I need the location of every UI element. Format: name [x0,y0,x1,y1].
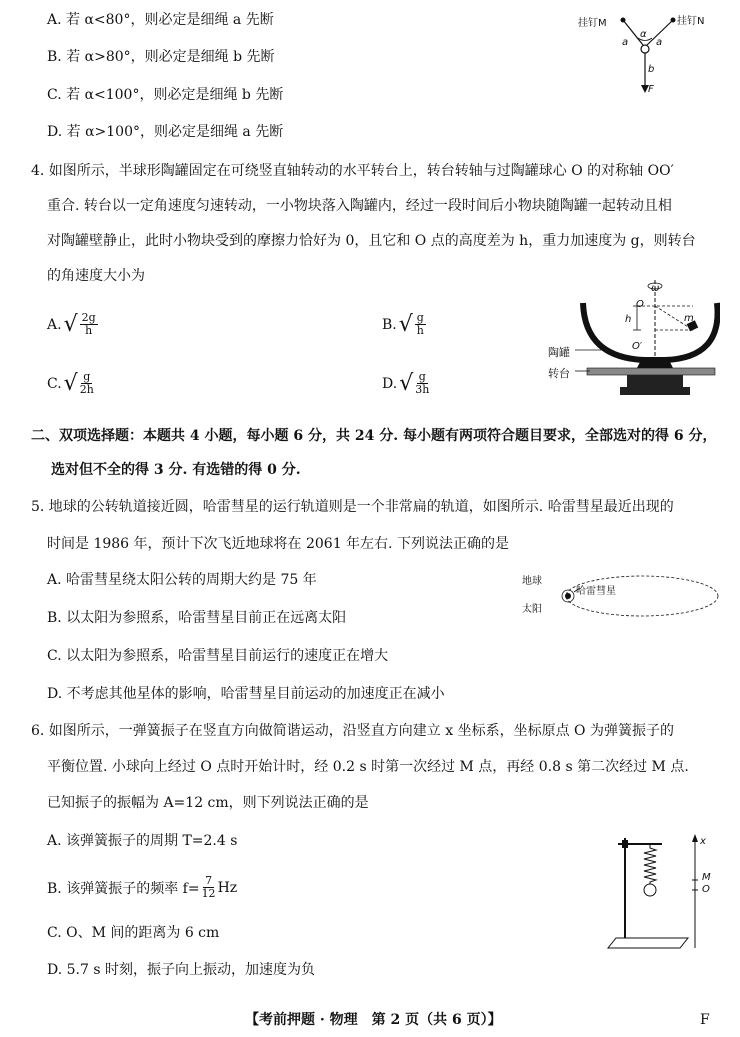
q6-stem-line-2: 平衡位置. 小球向上经过 O 点时开始计时，经 0.2 s 时第一次经过 M 点，再经 0.8 s 第二次经过 M 点. [47,759,689,775]
q4-jar-label: 陶罐 [548,346,570,359]
sqrt-icon: √ [63,370,78,396]
q6-option-c: C. O、M 间的距离为 6 cm [47,925,220,941]
q4-b-numerator: g [416,311,424,324]
q6-m-label: M [702,872,711,883]
q3-option-a: A. 若 α<80°，则必定是细绳 a 先断 [47,12,274,28]
q5-option-a: A. 哈雷彗星绕太阳公转的周期大约是 75 年 [47,572,317,588]
paper-version-label: F [700,1012,710,1028]
q3-rope-a2-label: a [656,37,663,48]
q4-option-c [47,371,96,396]
q5-earth-label: 地球 [522,576,542,587]
q6-o-label: O [702,884,710,895]
q3-rope-a-label: a [622,37,629,48]
q6-option-d: D. 5.7 s 时刻，振子向上振动，加速度为负 [47,962,315,978]
q4-option-d-label: D. [382,375,398,392]
sqrt-icon: √ [399,370,414,396]
q4-a-denominator: h [85,324,93,337]
section-2-heading-line-2: 选对但不全的得 3 分. 有选错的得 0 分. [51,462,301,478]
q4-stem-line-2: 重合. 转台以一定角速度匀速转动，一小物块落入陶罐内，经过一段时间后小物块随陶罐一起转动且相 [47,198,672,214]
q5-option-d: D. 不考虑其他星体的影响，哈雷彗星目前运动的加速度正在减小 [47,686,445,702]
q4-stem-line-4: 的角速度大小为 [47,268,145,284]
q4-a-numerator: 2g [81,311,96,324]
q6-b-denominator: 12 [201,887,216,900]
q6-x-axis-label: x [700,836,706,847]
q6-option-b-unit: Hz [217,879,238,896]
q4-option-a-label: A. [47,316,62,333]
sqrt-icon: √ [398,311,413,337]
q4-stem-line-3: 对陶罐壁静止，此时小物块受到的摩擦力恰好为 0，且它和 O 点的高度差为 h，重力加速度为 g，则转台 [47,233,696,249]
q3-nail-m-label: 挂钉M [578,18,607,29]
q4-option-a [47,312,100,337]
q4-option-d [382,371,431,396]
q4-d-numerator: g [418,370,426,383]
sqrt-icon: √ [63,311,78,337]
q4-turntable-label: 转台 [548,367,570,380]
q4-omega-label: ω [651,283,660,294]
q5-sun-label: 太阳 [522,604,542,615]
q3-alpha-label: α [640,29,647,40]
q4-h-label: h [625,314,632,325]
q3-option-b: B. 若 α>80°，则必定是细绳 b 先断 [47,49,275,65]
q4-m-label: m [684,313,694,324]
q5-comet-label: 哈雷彗星 [576,586,616,597]
q5-option-c: C. 以太阳为参照系，哈雷彗星目前运行的速度正在增大 [47,648,389,664]
q6-option-b [47,875,237,900]
q4-c-numerator: g [83,370,91,383]
q4-option-b-label: B. [382,316,397,333]
q4-stem-line-1: 4. 如图所示，半球形陶罐固定在可绕竖直轴转动的水平转台上，转台转轴与过陶罐球心 O 的对称轴 OO′ [31,163,674,179]
q3-force-f-label: F [648,84,654,95]
q5-stem-line-1: 5. 地球的公转轨道接近圆，哈雷彗星的运行轨道则是一个非常扁的轨道，如图所示. 哈雷彗星最近出现的 [31,499,674,515]
section-2-heading-line-1: 二、双项选择题：本题共 4 小题，每小题 6 分，共 24 分. 每小题有两项符合题目要求，全部选对的得 6 分， [31,428,717,444]
q4-d-denominator: 3h [415,383,430,396]
q5-orbit-figure [540,570,720,620]
q4-b-denominator: h [416,324,424,337]
q5-option-b: B. 以太阳为参照系，哈雷彗星目前正在远离太阳 [47,610,347,626]
q3-option-d: D. 若 α>100°，则必定是细绳 a 先断 [47,124,284,140]
q6-option-a: A. 该弹簧振子的周期 T=2.4 s [47,833,238,849]
q4-o-prime-label: O′ [632,341,643,352]
q6-option-b-prefix: B. 该弹簧振子的频率 f= [47,880,200,897]
q4-c-denominator: 2h [79,383,94,396]
q4-o-label: O [636,299,644,310]
q4-option-b [382,312,428,337]
q4-option-c-label: C. [47,375,62,392]
q6-stem-line-1: 6. 如图所示，一弹簧振子在竖直方向做简谐运动，沿竖直方向建立 x 坐标系，坐标原点 O 为弹簧振子的 [31,723,674,739]
q6-b-numerator: 7 [205,874,213,887]
q3-rope-b-label: b [648,64,655,75]
q3-nail-n-label: 挂钉N [677,16,705,27]
page-footer: 【考前押题 · 物理 第 2 页（共 6 页）】 [245,1012,502,1028]
q3-option-c: C. 若 α<100°，则必定是细绳 b 先断 [47,87,284,103]
q6-stem-line-3: 已知振子的振幅为 A=12 cm，则下列说法正确的是 [47,795,369,811]
q5-stem-line-2: 时间是 1986 年，预计下次飞近地球将在 2061 年左右. 下列说法正确的是 [47,536,509,552]
